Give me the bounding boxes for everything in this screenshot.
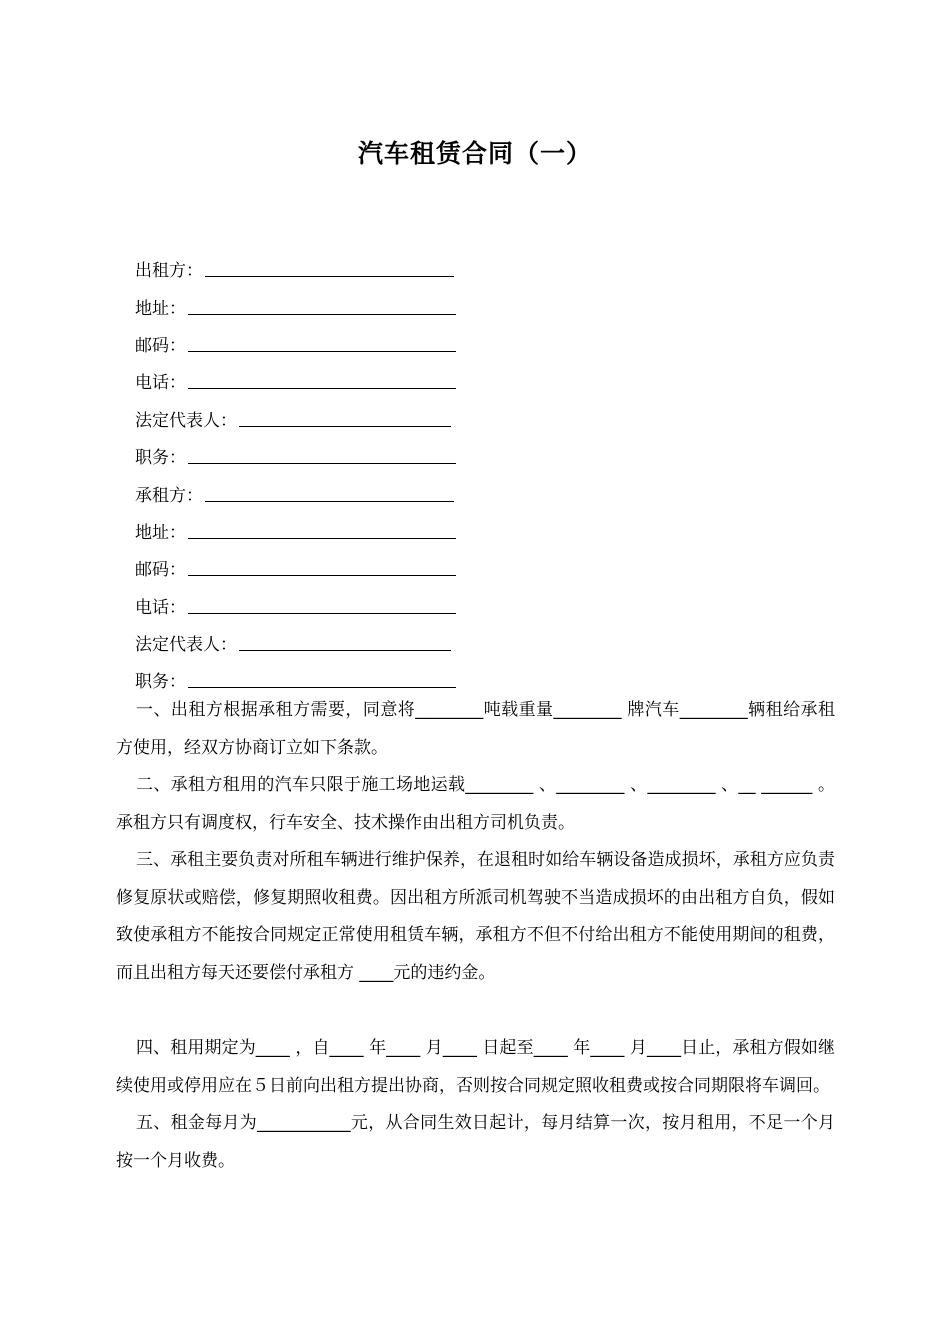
clause-4: 四、租用期定为____ ，自____ 年____ 月____ 日起至____ 年____ 月____日止，承租方假如继续使用或停用应在５日前向出租方提出协商，否则按合同规定照收租费或按合同期限将车调回。 — [116, 1038, 835, 1096]
field-label: 地址： — [135, 298, 186, 319]
field-label: 地址： — [135, 522, 186, 543]
blank-line — [188, 559, 456, 576]
field-label: 邮码： — [135, 560, 186, 581]
lessor-representative-field — [135, 400, 456, 437]
field-label: 电话： — [135, 373, 186, 394]
lessee-name-field — [135, 474, 456, 511]
lessee-address-field — [135, 512, 456, 549]
lessee-postcode-field — [135, 549, 456, 586]
lessor-phone-field — [135, 362, 456, 399]
field-label: 法定代表人： — [135, 410, 237, 431]
field-label: 承租方： — [135, 485, 203, 506]
blank-line — [188, 671, 456, 688]
blank-line — [188, 372, 456, 389]
clause-3: 三、承租主要负责对所租车辆进行维护保养，在退租时如给车辆设备造成损坏，承租方应负责修复原状或赔偿，修复期照收租费。因出租方所派司机驾驶不当造成损坏的由出租方自负，假如致使承租方不能按合同规定正常使用租赁车辆，承租方不但不付给出租方不能使用期间的租费，而且出租方每天还要偿付承租方 ____元的违约金。 — [116, 850, 835, 983]
party-fields — [135, 250, 456, 699]
blank-line — [205, 260, 454, 277]
clause-2: 二、承租方租用的汽车只限于施工场地运载________ 、________ 、________ 、__ ______ 。承租方只有调度权，行车安全、技术操作由出租方司机负责。 — [116, 775, 835, 833]
field-label: 职务： — [135, 448, 186, 469]
lessor-address-field — [135, 287, 456, 324]
contract-clauses — [116, 692, 835, 1180]
lessee-phone-field — [135, 587, 456, 624]
field-label: 邮码： — [135, 335, 186, 356]
blank-line — [239, 410, 451, 427]
field-label: 法定代表人： — [135, 635, 237, 656]
lessor-position-field — [135, 437, 456, 474]
blank-line — [188, 298, 456, 315]
field-label: 职务： — [135, 672, 186, 693]
blank-line — [188, 447, 456, 464]
field-label: 电话： — [135, 597, 186, 618]
blank-line — [188, 335, 456, 352]
lessee-representative-field — [135, 624, 456, 661]
blank-line — [188, 522, 456, 539]
document-title: 汽车租赁合同（一） — [357, 139, 592, 168]
lessor-name-field — [135, 250, 456, 287]
clause-5: 五、租金每月为___________元，从合同生效日起计，每月结算一次，按月租用，不足一个月按一个月收费。 — [116, 1113, 835, 1171]
field-label: 出租方： — [135, 261, 203, 282]
blank-line — [188, 597, 456, 614]
clause-1: 一、出租方根据承租方需要，同意将________吨载重量________ 牌汽车________辆租给承租方使用，经双方协商订立如下条款。 — [116, 700, 835, 758]
blank-line — [205, 485, 454, 502]
blank-line — [239, 634, 451, 651]
lessor-postcode-field — [135, 325, 456, 362]
